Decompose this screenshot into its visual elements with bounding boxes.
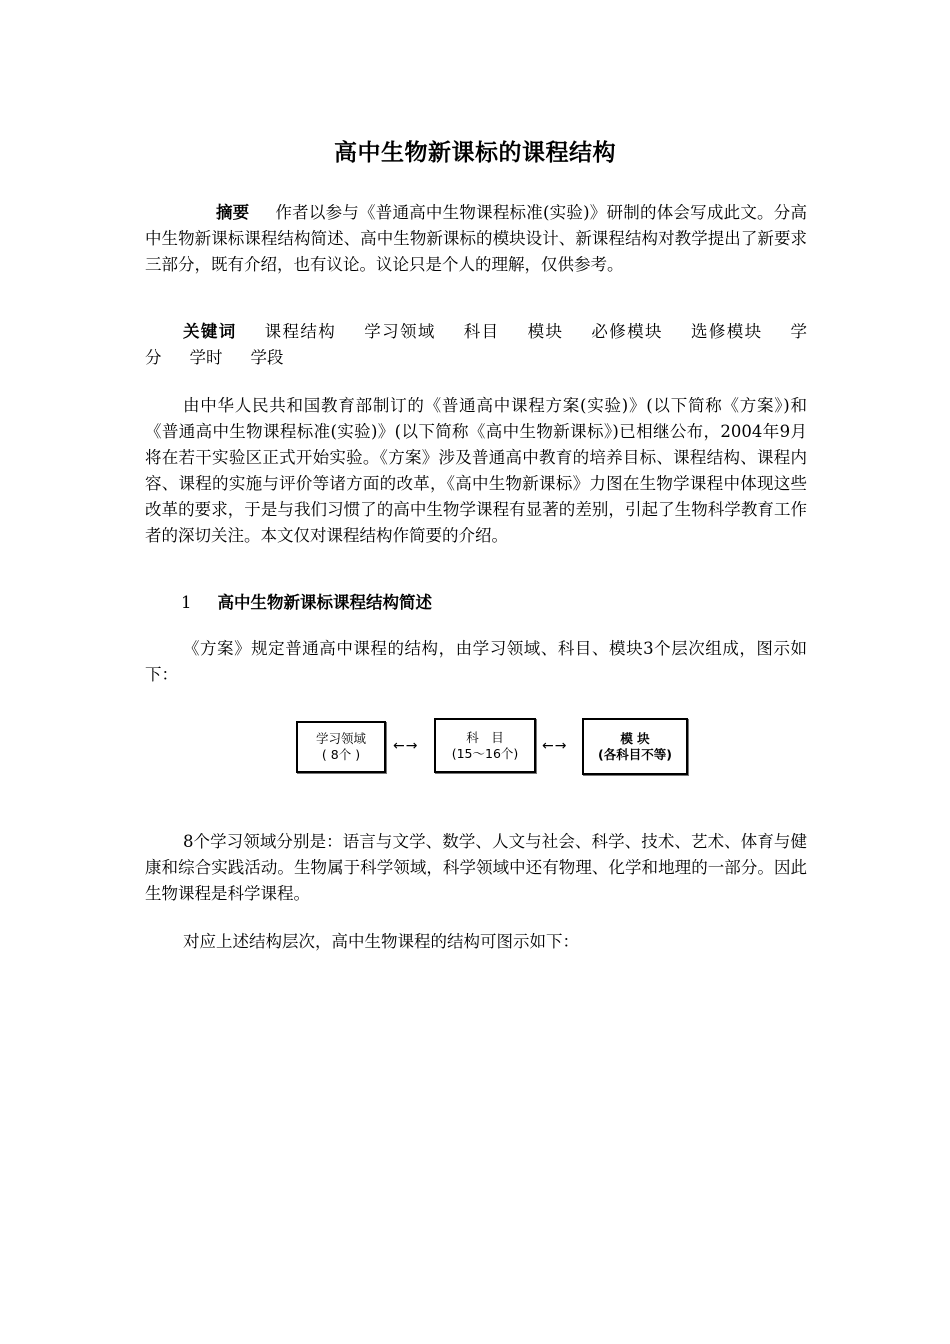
keyword: 选修模块: [690, 322, 763, 341]
box-label: 学习领域: [315, 731, 366, 746]
body-paragraph: 8个学习领域分别是：语言与文学、数学、人文与社会、科学、技术、艺术、体育与健康和综合实践活动。生物属于科学领域，科学领域中还有物理、化学和地理的一部分。因此生物课程是科学课程。: [145, 832, 807, 903]
keyword: 学段: [250, 348, 284, 367]
box-label: 模 块: [620, 730, 650, 746]
box-sublabel: (各科目不等): [598, 746, 672, 762]
section-heading: [181, 590, 432, 616]
body-paragraph: 对应上述结构层次，高中生物课程的结构可图示如下：: [182, 932, 579, 951]
keyword: 模块: [527, 322, 564, 341]
double-arrow-icon: ←→: [393, 738, 419, 754]
box-sublabel: (15～16个): [451, 745, 519, 761]
diagram-box-module: [582, 718, 688, 775]
keyword: 学时: [189, 348, 223, 367]
box-label: 科 目: [466, 729, 504, 745]
double-arrow-icon: ←→: [542, 738, 568, 754]
keyword: 科目: [463, 322, 500, 341]
diagram-box-subject: [434, 718, 536, 773]
box-sublabel: ( 8个 ): [321, 747, 361, 762]
structure-diagram: [296, 718, 690, 776]
section-number: 1: [181, 593, 192, 612]
abstract-label: 摘要: [215, 203, 250, 222]
keyword: 必修模块: [591, 322, 663, 341]
document-title: 高中生物新课标的课程结构: [334, 139, 616, 166]
abstract-text: 作者以参与《普通高中生物课程标准(实验)》研制的体会写成此文。分高中生物新课标课程结构简述、高中生物新课标的模块设计、新课程结构对教学提出了新要求三部分，既有介绍，也有议论。议论只是个人的理解，仅供参考。: [145, 203, 808, 274]
section-title: 高中生物新课标课程结构简述: [217, 593, 432, 612]
keyword: 课程结构: [264, 322, 337, 341]
keyword: 学习领域: [364, 322, 436, 341]
body-paragraph: 《方案》规定普通高中课程的结构，由学习领域、科目、模块3个层次组成，图示如下：: [145, 639, 807, 684]
abstract-paragraph: [145, 200, 807, 278]
diagram-box-learning-area: [296, 721, 386, 773]
intro-paragraph: 由中华人民共和国教育部制订的《普通高中课程方案(实验)》(以下简称《方案》)和《普通高中生物课程标准(实验)》(以下简称《高中生物新课标》)已相继公布，2004年9月将在若干实验区正式开始实验。《方案》涉及普通高中教育的培养目标、课程结构、课程内容、课程的实施与评价等诸方面的改革，《高中生物新课标》力图在生物学课程中体现这些改革的要求，于是与我们习惯了的高中生物学课程有显著的差别，引起了生物科学教育工作者的深切关注。本文仅对课程结构作简要的介绍。: [145, 396, 807, 545]
keywords-paragraph: [145, 319, 807, 371]
keywords-label: 关键词: [182, 322, 237, 341]
keyword: 学分: [145, 322, 808, 367]
